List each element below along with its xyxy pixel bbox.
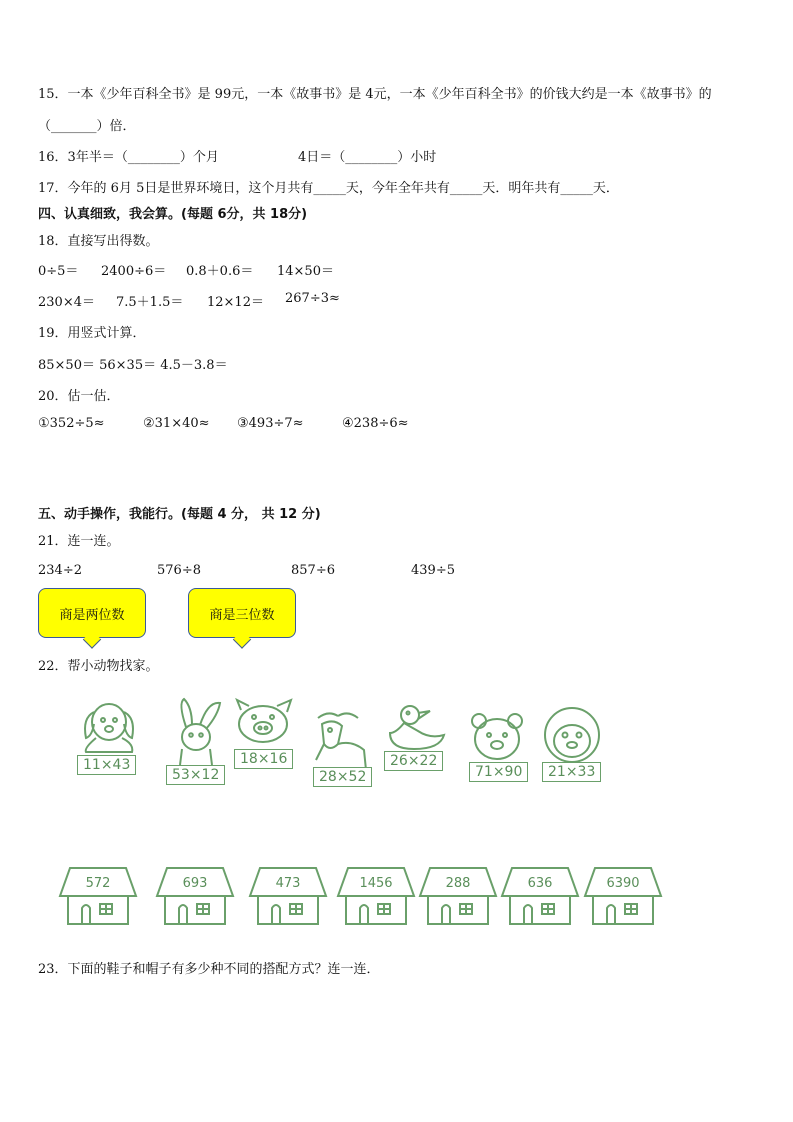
q16-part1: 16．3年半＝（________）个月 <box>38 150 219 165</box>
q18-expr: 12×12＝ <box>207 295 264 310</box>
q18-expr: 2400÷6＝ <box>101 264 167 279</box>
house-number: 288 <box>445 876 471 891</box>
animal-sign: 71×90 <box>469 762 528 782</box>
q18-expr: 230×4＝ <box>38 295 95 310</box>
animal-sign: 26×22 <box>384 751 443 771</box>
q17-text: 17．今年的 6月 5日是世界环境日，这个月共有_____天，今年全年共有_____天．明年共有_____天． <box>38 181 619 196</box>
house[interactable] <box>58 862 138 931</box>
q18-title: 18．直接写出得数。 <box>38 234 159 249</box>
house-number: 6390 <box>606 876 640 891</box>
three-digit-quotient-box[interactable] <box>188 588 296 638</box>
q16-part2: 4日＝（________）小时 <box>298 150 437 165</box>
house[interactable] <box>418 862 498 931</box>
q21-expr: 576÷8 <box>157 563 201 578</box>
q19-exprs: 85×50＝ 56×35＝ 4.5－3.8＝ <box>38 358 228 373</box>
two-digit-quotient-box[interactable] <box>38 588 146 638</box>
q21-expr: 439÷5 <box>411 563 455 578</box>
house[interactable] <box>155 862 235 931</box>
q18-expr: 0.8＋0.6＝ <box>186 264 254 279</box>
box-label: 商是两位数 <box>59 607 125 623</box>
animal-sign: 11×43 <box>77 755 136 775</box>
house-number: 636 <box>527 876 553 891</box>
house[interactable] <box>500 862 580 931</box>
q20-item: ①352÷5≈ <box>38 416 105 431</box>
q20-item: ②31×40≈ <box>143 416 210 431</box>
animal-sign: 21×33 <box>542 762 601 782</box>
q19-title: 19．用竖式计算． <box>38 326 146 341</box>
q21-title: 21．连一连。 <box>38 534 120 549</box>
q18-expr: 14×50＝ <box>277 264 334 279</box>
q20-item: ④238÷6≈ <box>342 416 409 431</box>
pig-icon[interactable] <box>233 700 303 754</box>
q18-expr: 7.5＋1.5＝ <box>116 295 184 310</box>
q18-expr: 0÷5＝ <box>38 264 79 279</box>
house[interactable] <box>336 862 416 931</box>
bear-icon[interactable] <box>469 713 529 767</box>
animal-sign: 28×52 <box>313 767 372 787</box>
q21-expr: 857÷6 <box>291 563 335 578</box>
q15-line1: 15．一本《少年百科全书》是 99元，一本《故事书》是 4元，一本《少年百科全书》的价钱大约是一本《故事书》的 <box>38 87 712 102</box>
section5-heading: 五、动手操作，我能行。(每题 4 分， 共 12 分) <box>38 507 321 522</box>
box-label: 商是三位数 <box>209 607 275 623</box>
house-number: 693 <box>182 876 208 891</box>
animal-sign: 18×16 <box>234 749 293 769</box>
house-number: 473 <box>275 876 301 891</box>
q18-expr: 267÷3≈ <box>285 291 340 306</box>
section4-heading: 四、认真细致，我会算。(每题 6分，共 18分) <box>38 207 308 222</box>
q23-text: 23．下面的鞋子和帽子有多少种不同的搭配方式？连一连． <box>38 962 380 977</box>
q21-expr: 234÷2 <box>38 563 82 578</box>
animal-sign: 53×12 <box>166 765 225 785</box>
q20-title: 20．估一估． <box>38 389 120 404</box>
house[interactable] <box>248 862 328 931</box>
house[interactable] <box>583 862 663 931</box>
house-number: 1456 <box>359 876 393 891</box>
q22-title: 22．帮小动物找家。 <box>38 659 159 674</box>
q20-item: ③493÷7≈ <box>237 416 304 431</box>
house-number: 572 <box>85 876 111 891</box>
q15-line2: （_______）倍． <box>38 119 136 134</box>
